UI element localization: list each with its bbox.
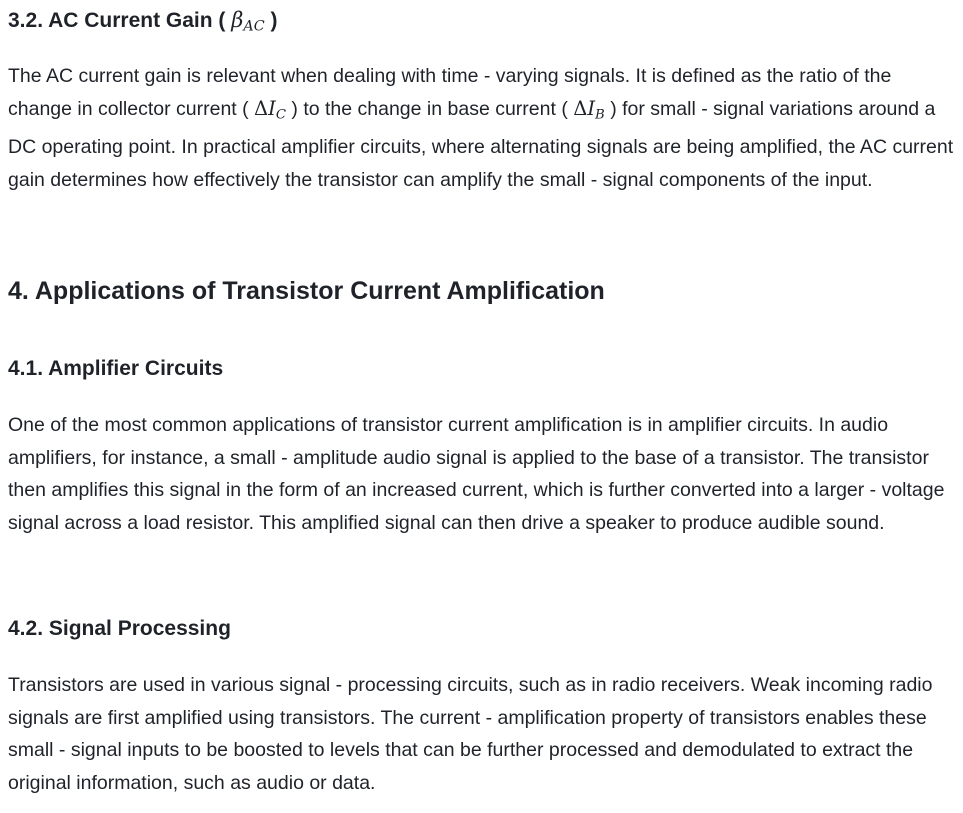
delta-ic-symbol: [254, 97, 286, 120]
section-heading-4-2: 4.2. Signal Processing: [8, 617, 231, 640]
paragraph-text-3: ) for small - signal variations around a DC operating point. In practical amplifier circuits, where alternating signals are being amplified, the AC current gain determines how effectively the transistor can amplify the small - signal components of the input.: [8, 97, 954, 191]
current-symbol: I: [587, 96, 596, 120]
paragraph-text-2: ) to the change in base current (: [291, 97, 568, 120]
delta-symbol: Δ: [573, 96, 588, 120]
section-heading-3-2: [8, 8, 277, 36]
paragraph-signal-processing: Transistors are used in various signal - processing circuits, such as in radio receivers. Weak incoming radio signals are first amplified using transistors. The current - amplification property of transistors enables these small - signal inputs to be boosted to levels that can be further processed and demodulated to extract the original information, such as audio or data.: [8, 674, 933, 794]
delta-ib-symbol: [573, 97, 605, 120]
collector-subscript: C: [275, 106, 286, 122]
paragraph-ac-current-gain: [8, 60, 956, 196]
paragraph-text-1: The AC current gain is relevant when dealing with time - varying signals. It is defined as the ratio of the change in collector current (: [8, 65, 892, 120]
beta-subscript: AC: [243, 18, 265, 35]
paragraph-amplifier-circuits: One of the most common applications of transistor current amplification is in amplifier circuits. In audio amplifiers, for instance, a small - amplitude audio signal is applied to the base of a transistor. The transistor then amplifies this signal in the form of an increased current, which is further converted into a larger - voltage signal across a load resistor. This amplified signal can then drive a speaker to produce audible sound.: [8, 414, 945, 534]
beta-ac-symbol: [231, 8, 265, 35]
heading-close: ): [270, 9, 278, 32]
beta-symbol: β: [231, 8, 244, 32]
section-heading-4: 4. Applications of Transistor Current Amplification: [8, 277, 605, 305]
delta-symbol: Δ: [254, 96, 269, 120]
heading-text: 3.2. AC Current Gain (: [8, 9, 226, 32]
section-heading-4-1: 4.1. Amplifier Circuits: [8, 357, 224, 380]
current-symbol: I: [268, 96, 276, 120]
base-subscript: B: [595, 106, 605, 122]
